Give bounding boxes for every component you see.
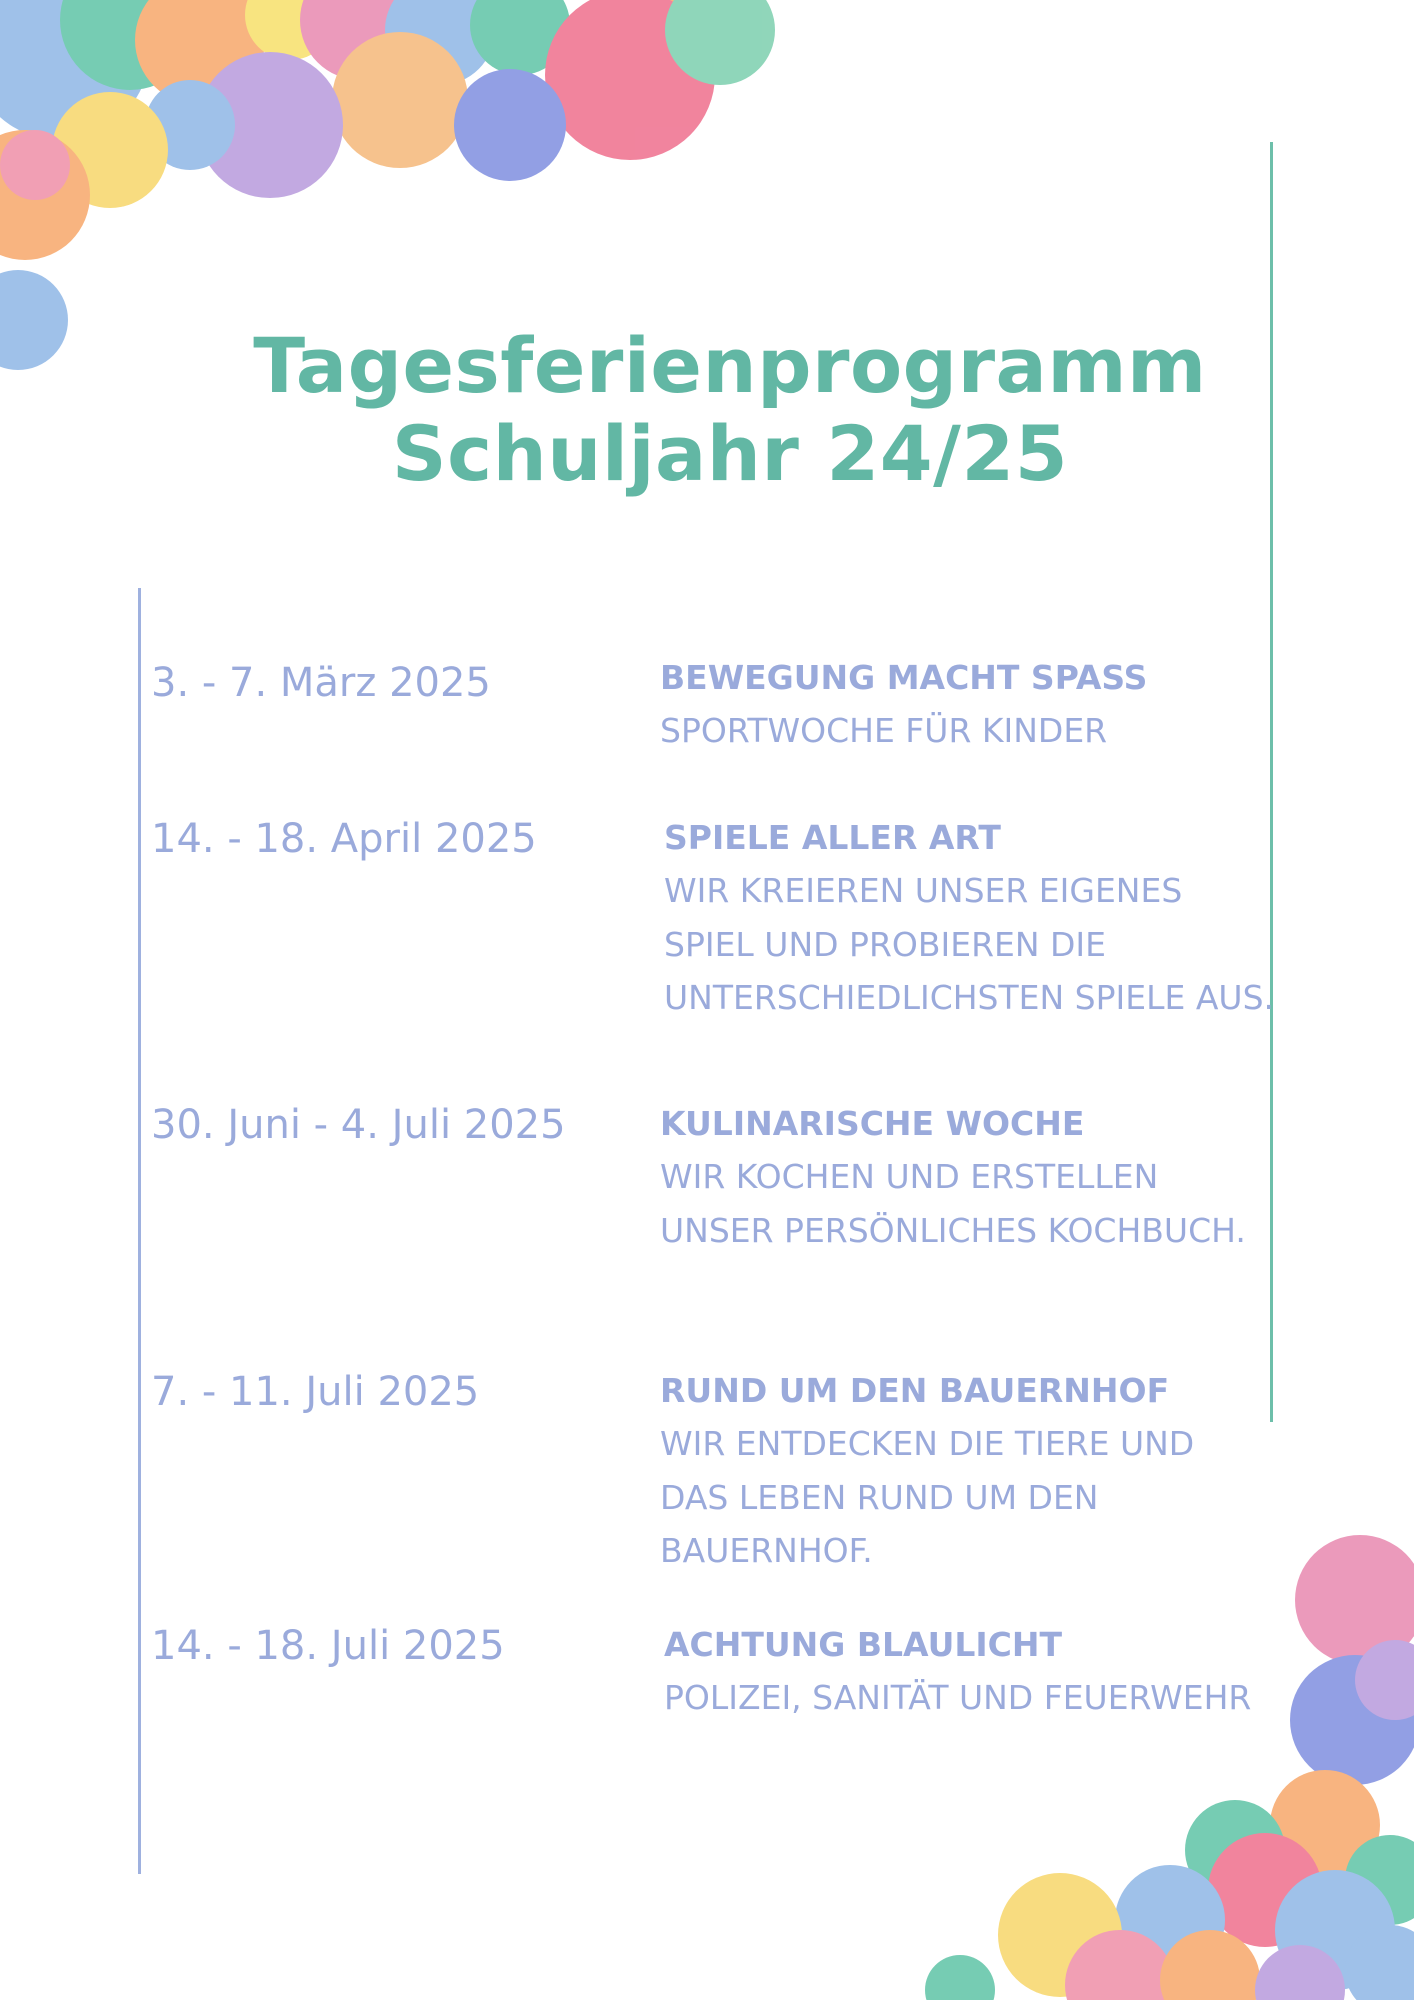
event-title: ACHTUNG BLAULICHT — [664, 1625, 1063, 1664]
schedule-date: 30. Juni - 4. Juli 2025 — [151, 1102, 566, 1148]
event-description: SPORTWOCHE FÜR KINDER — [660, 711, 1108, 750]
schedule-event — [660, 1097, 1270, 1257]
page-title-line1: Tagesferienprogramm — [253, 321, 1207, 410]
event-description: POLIZEI, SANITÄT UND FEUERWEHR — [664, 1678, 1252, 1717]
left-timeline-line — [138, 588, 141, 1874]
schedule-event — [660, 1364, 1270, 1578]
event-title: RUND UM DEN BAUERNHOF — [660, 1371, 1170, 1410]
event-description: WIR KOCHEN UND ERSTELLEN UNSER PERSÖNLICHES KOCHBUCH. — [660, 1157, 1246, 1250]
page-title — [130, 322, 1330, 498]
event-title: KULINARISCHE WOCHE — [660, 1104, 1085, 1143]
bottom-right-watercolor-circles — [925, 1535, 1414, 2000]
event-description: WIR ENTDECKEN DIE TIERE UND DAS LEBEN RUND UM DEN BAUERNHOF. — [660, 1424, 1195, 1570]
page-title-line2: Schuljahr 24/25 — [391, 409, 1069, 498]
schedule-event — [664, 811, 1274, 1025]
top-left-watercolor-circles — [0, 0, 775, 370]
event-title: SPIELE ALLER ART — [664, 818, 1001, 857]
event-title: BEWEGUNG MACHT SPASS — [660, 658, 1148, 697]
schedule-event — [664, 1618, 1274, 1725]
schedule-date: 3. - 7. März 2025 — [151, 660, 491, 706]
schedule-date: 14. - 18. April 2025 — [151, 816, 537, 862]
schedule-date: 7. - 11. Juli 2025 — [151, 1369, 480, 1415]
schedule-date: 14. - 18. Juli 2025 — [151, 1623, 505, 1669]
schedule-event — [660, 651, 1270, 758]
event-description: WIR KREIEREN UNSER EIGENES SPIEL UND PROBIEREN DIE UNTERSCHIEDLICHSTEN SPIELE AUS. — [664, 871, 1275, 1017]
